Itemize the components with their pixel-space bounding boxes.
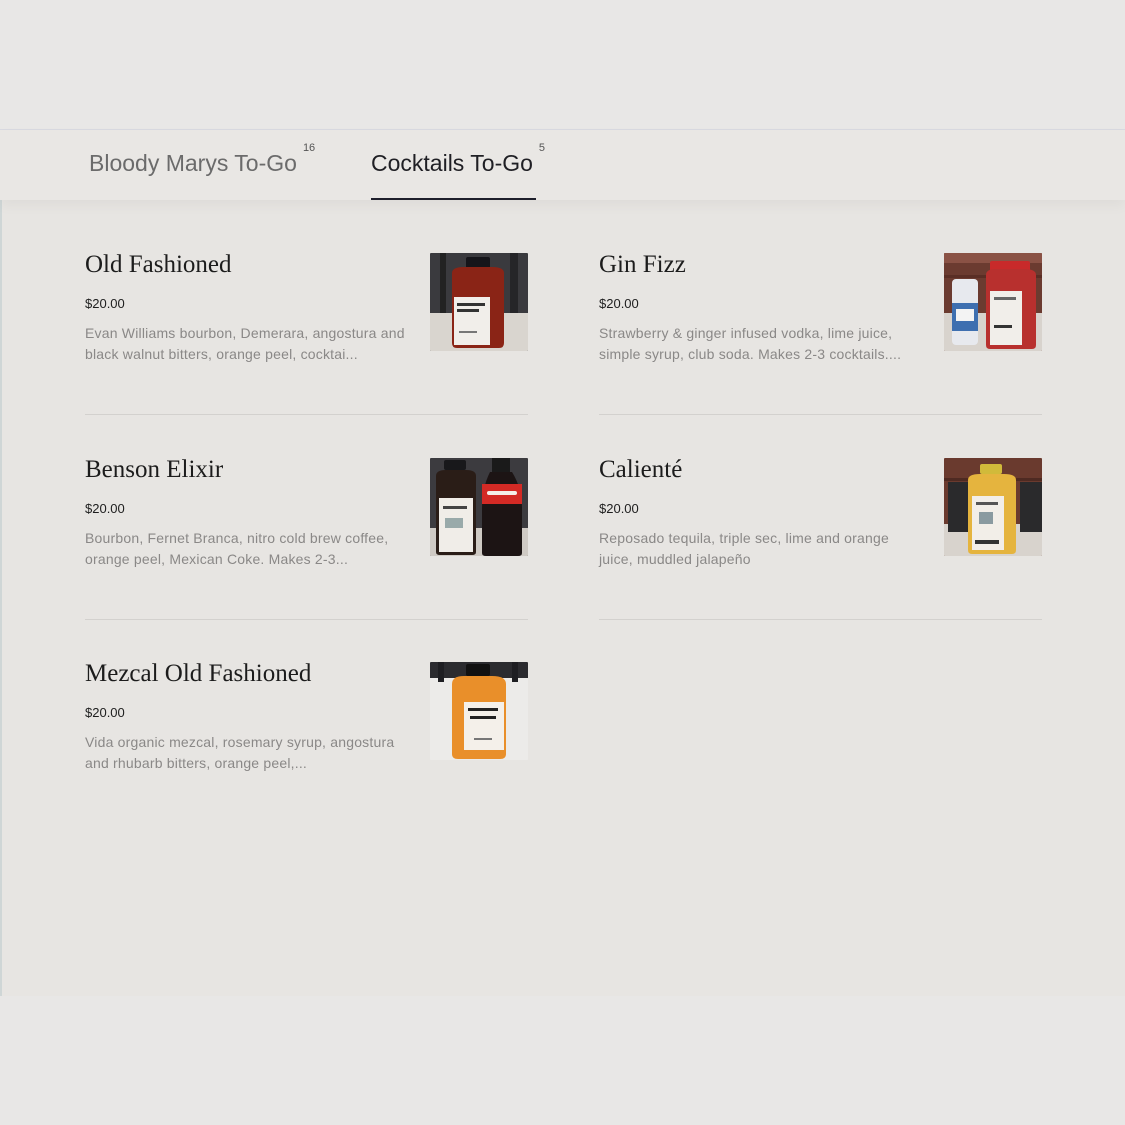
menu-item-gin-fizz[interactable] [599,251,1042,411]
bottle-photo[interactable] [944,458,1042,556]
menu-panel [0,129,1125,996]
tab-count-badge: 5 [538,142,546,155]
bottle-photo[interactable] [944,253,1042,351]
bottle-photo-graphic [944,253,1042,351]
item-price: $20.00 [599,296,639,311]
bottle-photo-graphic [944,458,1042,556]
item-price: $20.00 [85,705,125,720]
item-price: $20.00 [85,501,125,516]
bottle-photo-graphic [430,662,528,760]
item-name: Benson Elixir [85,456,224,483]
tab-label: Bloody Marys To-Go [89,150,297,176]
item-description: Evan Williams bourbon, Demerara, angostura and black walnut bitters, orange peel, cocktai... [85,325,405,362]
bottle-photo-graphic [430,458,528,556]
bottle-photo[interactable] [430,458,528,556]
tab-count-badge: 16 [302,142,316,155]
item-divider [85,619,528,620]
active-tab-indicator [371,198,536,200]
tab-cocktails[interactable] [371,142,546,177]
item-divider [599,414,1042,415]
item-price: $20.00 [85,296,125,311]
item-price: $20.00 [599,501,639,516]
item-name: Mezcal Old Fashioned [85,660,312,687]
tab-bloody-marys[interactable] [89,142,316,177]
item-description: Reposado tequila, triple sec, lime and orange juice, muddled jalapeño [599,530,889,567]
item-name: Gin Fizz [599,251,686,278]
item-name: Calienté [599,456,683,483]
item-description: Vida organic mezcal, rosemary syrup, angostura and rhubarb bitters, orange peel,... [85,734,395,771]
menu-item-caliente[interactable] [599,456,1042,616]
bottle-photo-graphic [430,253,528,351]
menu-item-old-fashioned[interactable] [85,251,528,411]
menu-item-mezcal-old-fashioned[interactable] [85,660,528,820]
item-divider [85,414,528,415]
item-description: Strawberry & ginger infused vodka, lime juice, simple syrup, club soda. Makes 2-3 cocktails.... [599,325,902,362]
panel-edge [0,130,2,996]
item-name: Old Fashioned [85,251,232,278]
menu-item-benson-elixir[interactable] [85,456,528,616]
bottle-photo[interactable] [430,662,528,760]
tab-label: Cocktails To-Go [371,150,533,176]
bottle-photo[interactable] [430,253,528,351]
item-divider [599,619,1042,620]
item-description: Bourbon, Fernet Branca, nitro cold brew coffee, orange peel, Mexican Coke. Makes 2-3... [85,530,389,567]
category-tabs [0,130,1125,200]
